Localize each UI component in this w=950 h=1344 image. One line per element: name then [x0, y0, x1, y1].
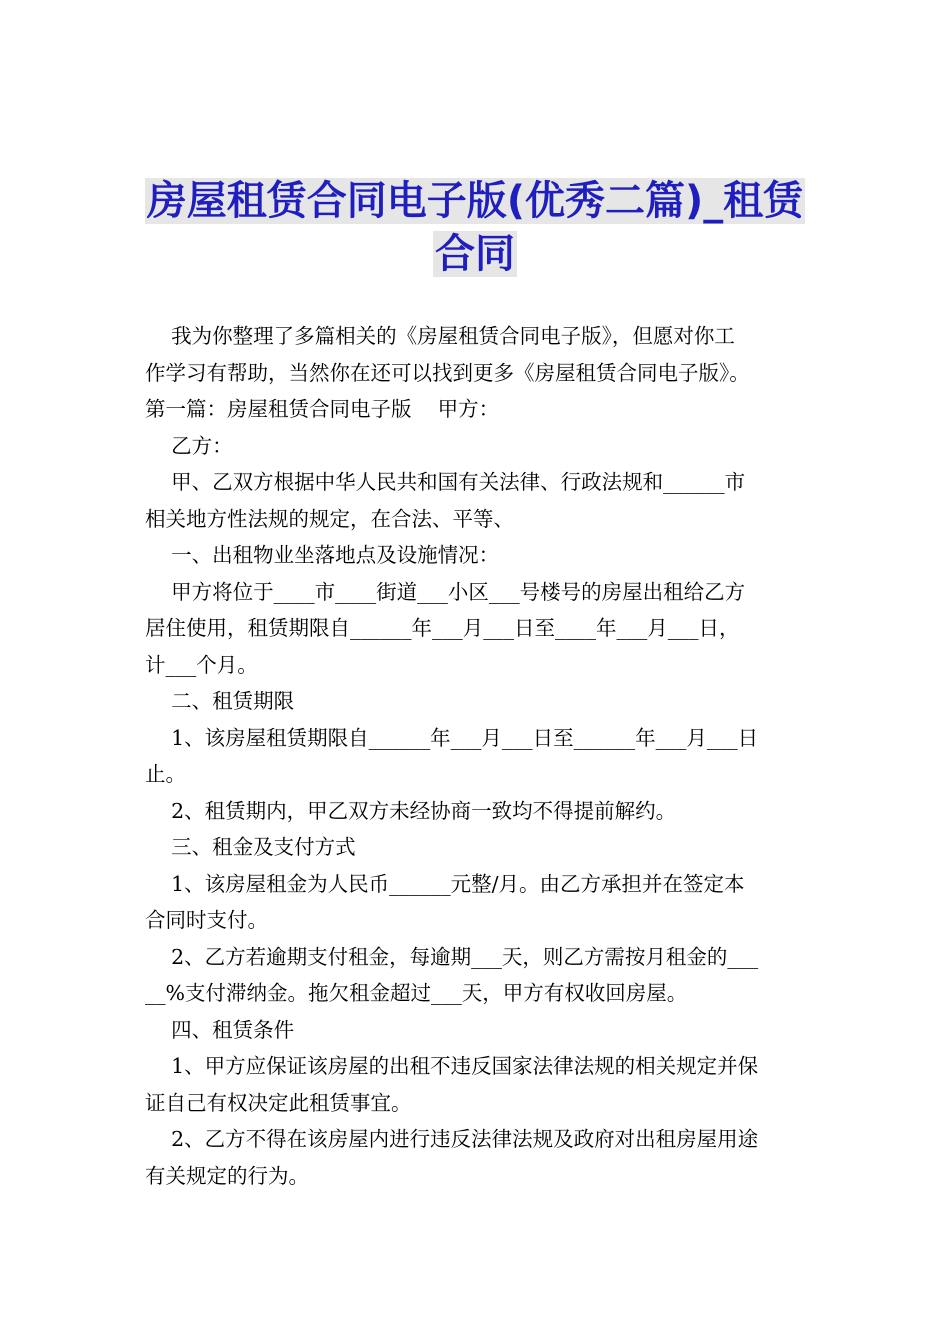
body-line: 甲、乙双方根据中华人民共和国有关法律、行政法规和______市 [145, 470, 746, 494]
body-line: 1、该房屋租金为人民币______元整/月。由乙方承担并在签定本 [145, 871, 745, 896]
body-line: 计___个月。 [145, 652, 258, 677]
body-line: 证自己有权决定此租赁事宜。 [145, 1090, 412, 1115]
body-line: 四、租赁条件 [145, 1017, 295, 1042]
body-line: 一、出租物业坐落地点及设施情况： [145, 543, 500, 567]
body-line: 第一篇：房屋租赁合同电子版 甲方： [145, 397, 500, 421]
body-line: 二、租赁期限 [145, 689, 295, 713]
title-line-2: 合同 [435, 231, 515, 277]
body-line: 甲方将位于____市____街道___小区___号楼号的房屋出租给乙方 [145, 579, 746, 604]
body-line: 作学习有帮助，当然你在还可以找到更多《房屋租赁合同电子版》。 [145, 360, 750, 385]
document-title [140, 175, 810, 281]
body-line: 三、租金及支付方式 [145, 835, 356, 859]
title-line-1: 房屋租赁合同电子版(优秀二篇)_租赁 [146, 178, 804, 224]
body-line: 2、租赁期内，甲乙双方未经协商一致均不得提前解约。 [145, 798, 677, 823]
body-line: 1、该房屋租赁期限自______年___月___日至______年___月___日 [145, 725, 759, 750]
body-line: 我为你整理了多篇相关的《房屋租赁合同电子版》，但愿对你工 [145, 324, 735, 348]
body-line: 居住使用，租赁期限自______年___月___日至____年___月___日， [145, 616, 740, 640]
body-line: 止。 [145, 762, 186, 786]
body-line: 相关地方性法规的规定，在合法、平等、 [145, 506, 514, 531]
body-line: 2、乙方不得在该房屋内进行违反法律法规及政府对出租房屋用途 [145, 1127, 759, 1151]
body-line: 合同时支付。 [145, 908, 268, 932]
body-line: 有关规定的行为。 [145, 1163, 309, 1188]
body-line: 乙方： [145, 433, 233, 458]
body-line: 1、甲方应保证该房屋的出租不违反国家法律法规的相关规定并保 [145, 1054, 759, 1078]
body-line: 2、乙方若逾期支付租金，每逾期___天，则乙方需按月租金的___ [145, 944, 759, 969]
document-body [145, 318, 815, 1194]
body-line: __%支付滞纳金。拖欠租金超过___天，甲方有权收回房屋。 [145, 981, 688, 1005]
